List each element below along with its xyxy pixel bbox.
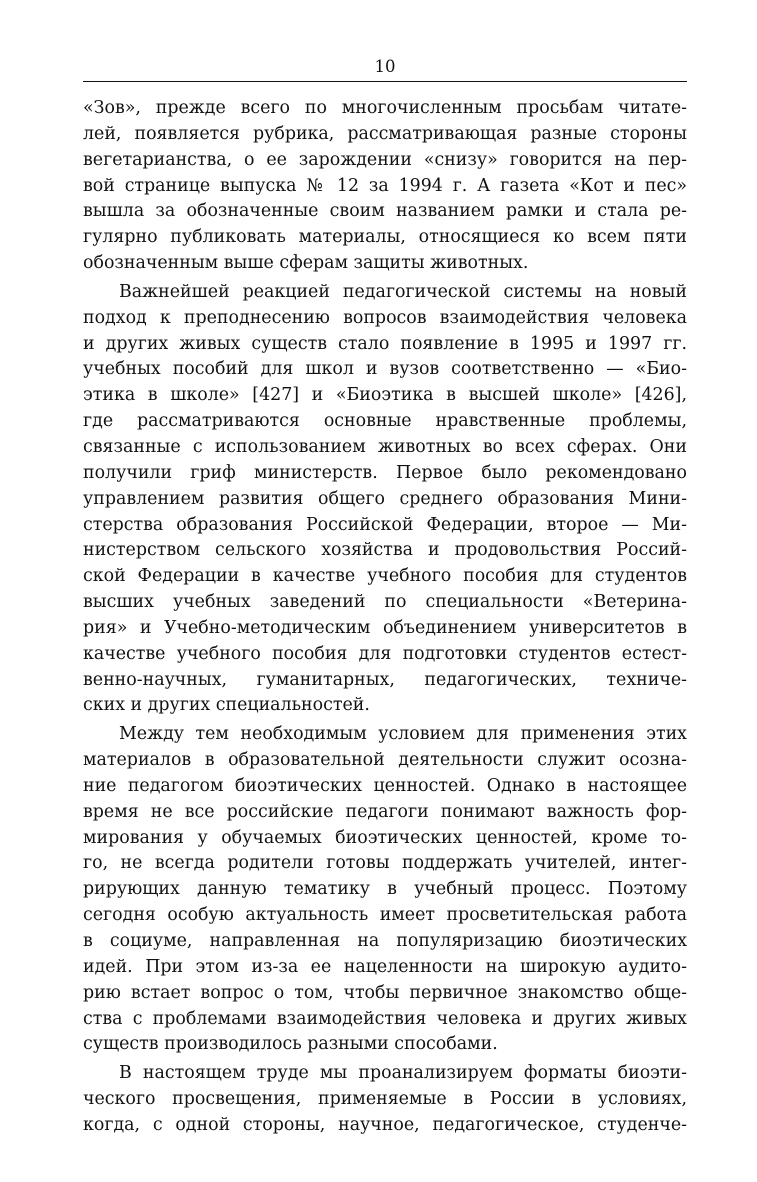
text-line: «Зов», прежде всего по многочисленным просьбам читате- <box>83 98 687 118</box>
text-line: вегетарианства, о ее зарождении «снизу» говорится на пер- <box>83 149 687 170</box>
header-rule <box>83 81 687 82</box>
text-line: Между тем необходимым условием для применения этих <box>119 724 687 745</box>
text-line: гулярно публиковать материалы, относящиеся ко всем пяти <box>83 227 687 248</box>
text-line: подход к преподнесению вопросов взаимодействия человека <box>83 307 687 328</box>
text-line: ние педагогом биоэтических ценностей. Однако в настоящее <box>83 775 687 796</box>
text-line: ства с проблемами взаимодействия человека и других живых <box>83 1008 687 1029</box>
text-line: в социуме, направленная на популяризацию биоэтических <box>83 931 687 951</box>
text-line: и других живых существ стало появление в 1995 и 1997 гг. <box>83 333 687 354</box>
text-line: венно-научных, гуманитарных, педагогических, техниче- <box>83 669 687 690</box>
text-line: высших учебных заведений по специальности «Ветерина- <box>83 592 687 613</box>
text-line: учебных пособий для школ и вузов соответственно — «Био- <box>83 359 687 380</box>
body-text <box>83 96 687 1139</box>
paragraph <box>83 1061 687 1139</box>
text-line: время не все российские педагоги понимают важность фор- <box>83 801 687 822</box>
paragraph <box>83 722 687 1058</box>
text-line: В настоящем труде мы проанализируем форматы биоэти- <box>119 1063 687 1084</box>
text-line: сегодня особую актуальность имеет просветительская работа <box>83 905 687 926</box>
text-line: го, не всегда родители готовы поддержать учителей, интег- <box>83 853 687 874</box>
text-line: материалов в образовательной деятельности служит осозна- <box>83 750 687 771</box>
text-line: лей, появляется рубрика, рассматривающая разные стороны <box>83 123 687 144</box>
text-line: ческого просвещения, применяемые в России в условиях, <box>83 1089 687 1110</box>
text-line: связанные с использованием животных во всех сферах. Они <box>83 436 687 457</box>
text-line: рию встает вопрос о том, чтобы первичное знакомство обще- <box>83 982 687 1003</box>
text-line: получили гриф министерств. Первое было рекомендовано <box>83 462 687 483</box>
text-line: управлением развития общего среднего образования Мини- <box>83 488 687 509</box>
text-line: мирования у обучаемых биоэтических ценностей, кроме то- <box>83 827 687 848</box>
text-line: рирующих данную тематику в учебный процесс. Поэтому <box>83 879 687 900</box>
text-line: вой странице выпуска № 12 за 1994 г. А газета «Кот и пес» <box>83 175 687 196</box>
text-line: Важнейшей реакцией педагогической системы на новый <box>119 281 687 302</box>
book-page <box>83 56 687 1139</box>
paragraph <box>83 280 687 719</box>
paragraph <box>83 96 687 277</box>
text-line: ских и других специальностей. <box>83 695 370 716</box>
text-line: нистерством сельского хозяйства и продовольствия Россий- <box>83 540 687 561</box>
text-line: рия» и Учебно-методическим объединением университетов в <box>83 617 687 638</box>
page-number: 10 <box>374 57 396 76</box>
text-line: ской Федерации в качестве учебного пособия для студентов <box>83 566 687 587</box>
text-line: этика в школе» [427] и «Биоэтика в высшей школе» [426], <box>83 385 687 406</box>
text-line: обозначенным выше сферам защиты животных. <box>83 253 529 274</box>
text-line: где рассматриваются основные нравственные проблемы, <box>83 411 687 432</box>
text-line: качестве учебного пособия для подготовки студентов естест- <box>83 643 687 664</box>
text-line: вышла за обозначенные своим названием рамки и стала ре- <box>83 201 687 222</box>
text-line: идей. При этом из-за ее нацеленности на широкую аудито- <box>83 956 687 977</box>
text-line: стерства образования Российской Федерации, второе — Ми- <box>83 514 687 535</box>
text-line: когда, с одной стороны, научное, педагогическое, студенче- <box>83 1114 687 1135</box>
text-line: существ производилось разными способами. <box>83 1034 498 1055</box>
